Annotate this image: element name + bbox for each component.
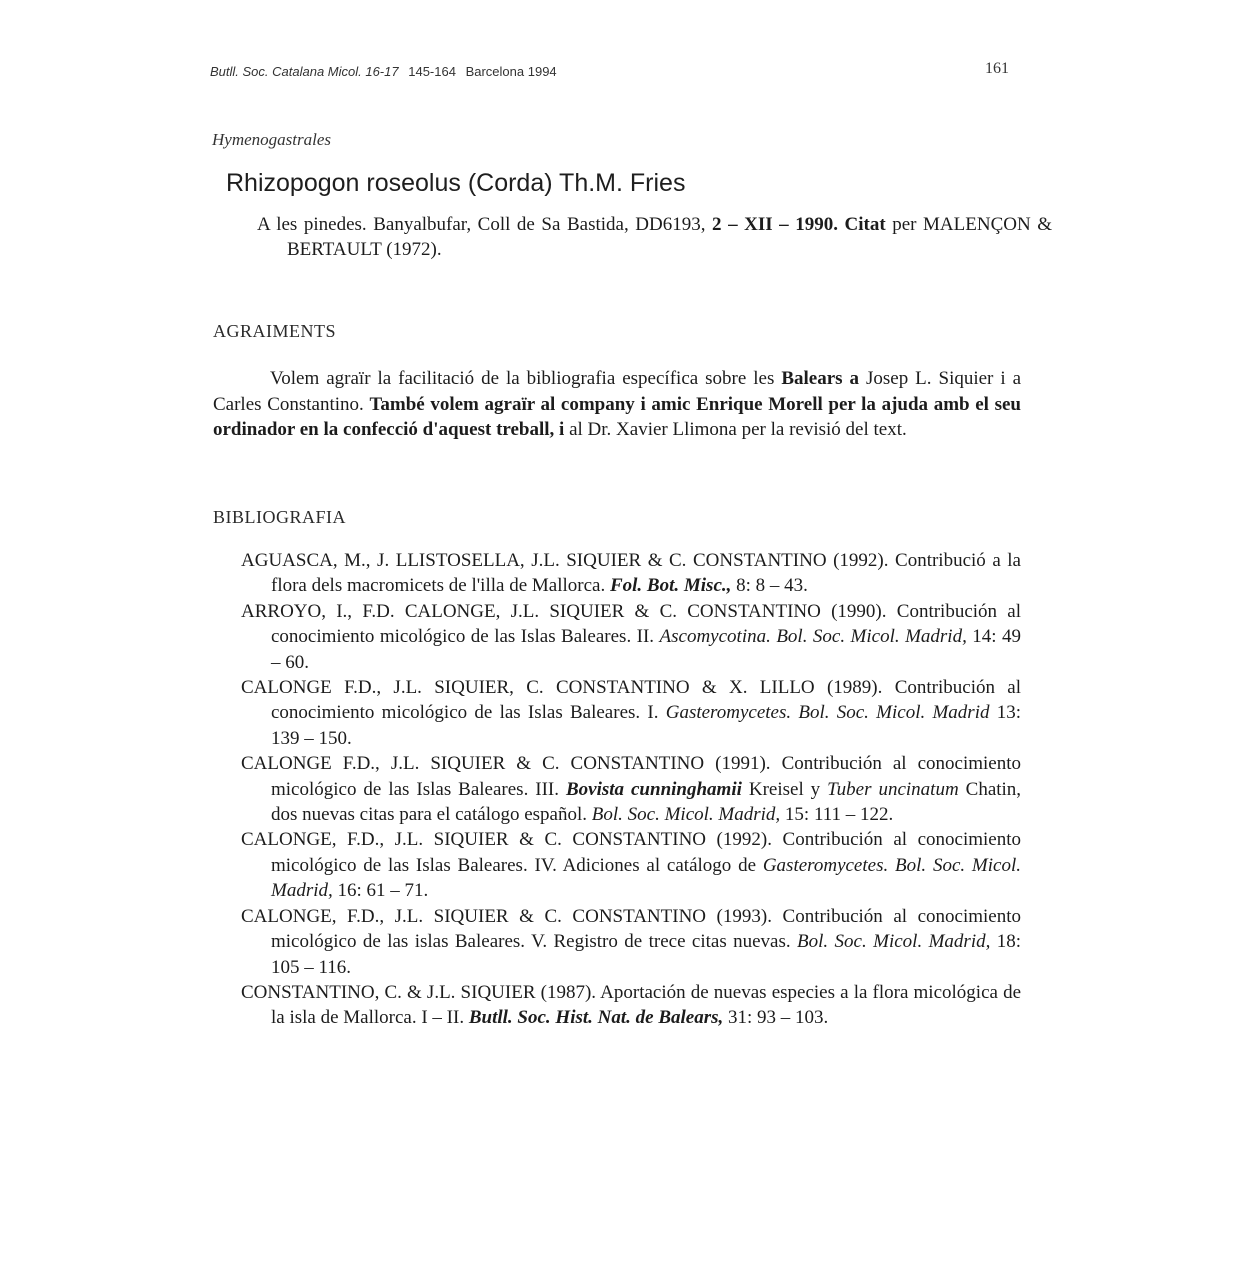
entry-ref: 31: 93 – 103. — [728, 1007, 829, 1029]
species-record — [257, 212, 1052, 262]
bibliography-entry — [241, 904, 1021, 980]
bibliography-entry — [241, 827, 1021, 903]
entry-ref: 15: 111 – 122. — [784, 804, 894, 826]
entry-ref: 18: 105 – 116. — [271, 931, 1022, 978]
entry-authors: CALONGE, F.D., J.L. SIQUIER & C. CONSTANTINO (1992). — [241, 829, 772, 851]
acknowledgements-text — [213, 366, 1021, 443]
page-number: 161 — [985, 60, 1009, 77]
entry-title: Contribució a la flora dels macromicets de l'illa de Mallorca. — [271, 550, 1021, 597]
entry-journal: Ascomycotina. Bol. Soc. Micol. Madrid, — [659, 626, 967, 648]
entry-journal: Butll. Soc. Hist. Nat. de Balears, — [468, 1007, 724, 1029]
entry-ref: 16: 61 – 71. — [337, 880, 429, 902]
entry-title: Kreisel y — [748, 778, 821, 800]
entry-title: Contribución al conocimiento micológico de las Islas Baleares. II. — [271, 600, 1022, 648]
bibliography-entry — [241, 751, 1021, 827]
ack-part: Josep L. Siquier i a Carles Constantino. — [213, 368, 1022, 415]
ack-part: al Dr. Xavier Llimona per la revisió del text. — [569, 419, 907, 440]
bibliography-entry — [241, 548, 1021, 599]
entry-title: Contribución al conocimiento micológico de las Islas Baleares. IV. Adiciones al catálogo de — [271, 829, 1021, 876]
entry-ref: 13: 139 – 150. — [271, 702, 1022, 749]
place-year: Barcelona 1994 — [465, 64, 557, 79]
entry-title: Contribución al conocimiento micológico de las Islas Baleares. I. — [271, 677, 1022, 724]
bibliography-entry — [241, 599, 1021, 675]
entry-journal: Bol. Soc. Micol. Madrid, — [797, 931, 991, 953]
ack-part: Volem agraïr la facilitació de la bibliografia específica sobre les — [270, 368, 775, 389]
entry-journal: Gasteromycetes. Bol. Soc. Micol. Madrid, — [271, 854, 1021, 902]
bibliography-entry — [241, 675, 1021, 751]
running-header — [210, 64, 563, 79]
entry-species: Bovista cunninghamii — [565, 778, 742, 800]
record-date: 2 – XII – 1990. Citat — [712, 214, 886, 235]
entry-journal: Fol. Bot. Misc., — [609, 575, 732, 597]
entry-journal: Gasteromycetes. Bol. Soc. Micol. Madrid — [665, 702, 990, 724]
page-range: 145-164 — [408, 64, 456, 79]
record-citation: per MALENÇON & BERTAULT (1972). — [287, 214, 1053, 260]
entry-title: Aportación de nuevas especies a la flora micológica de la isla de Mallorca. I – II. — [271, 981, 1022, 1029]
journal-citation: Butll. Soc. Catalana Micol. 16-17 — [210, 64, 399, 79]
bibliography-list — [241, 548, 1021, 1031]
entry-authors: CALONGE F.D., J.L. SIQUIER, C. CONSTANTINO & X. LILLO (1989). — [241, 677, 883, 699]
entry-authors: CONSTANTINO, C. & J.L. SIQUIER (1987). — [241, 981, 597, 1003]
entry-ref: 14: 49 – 60. — [271, 626, 1022, 673]
bibliography-entry — [241, 980, 1021, 1031]
taxon-order: Hymenogastrales — [212, 130, 331, 149]
entry-species: Tuber uncinatum — [827, 778, 959, 800]
entry-title: Chatin, dos nuevas citas para el catálogo español. — [271, 778, 1022, 826]
species-name: Rhizopogon roseolus (Corda) Th.M. Fries — [226, 169, 686, 197]
ack-part: Balears a — [781, 368, 860, 389]
acknowledgements-heading: AGRAIMENTS — [213, 321, 337, 341]
entry-authors: CALONGE, F.D., J.L. SIQUIER & C. CONSTANTINO (1993). — [241, 905, 772, 927]
entry-authors: ARROYO, I., F.D. CALONGE, J.L. SIQUIER & C. CONSTANTINO (1990). — [241, 600, 887, 622]
entry-title: Contribución al conocimiento micológico de las islas Baleares. V. Registro de trece citas nuevas. — [271, 905, 1021, 953]
entry-authors: AGUASCA, M., J. LLISTOSELLA, J.L. SIQUIER & C. CONSTANTINO (1992). — [241, 550, 889, 571]
record-locality: A les pinedes. Banyalbufar, Coll de Sa Bastida, DD6193, — [257, 214, 706, 235]
bibliography-heading: BIBLIOGRAFIA — [213, 507, 347, 527]
entry-journal: Bol. Soc. Micol. Madrid, — [591, 804, 781, 826]
entry-authors: CALONGE F.D., J.L. SIQUIER & C. CONSTANTINO (1991). — [241, 753, 771, 775]
ack-part: També volem agraïr al company i amic Enrique Morell per la ajuda amb el seu ordinador en la confecció d'aquest treball, i — [213, 393, 1021, 440]
entry-ref: 8: 8 – 43. — [736, 575, 808, 597]
entry-title: Contribución al conocimiento micológico de las Islas Baleares. III. — [271, 753, 1022, 800]
